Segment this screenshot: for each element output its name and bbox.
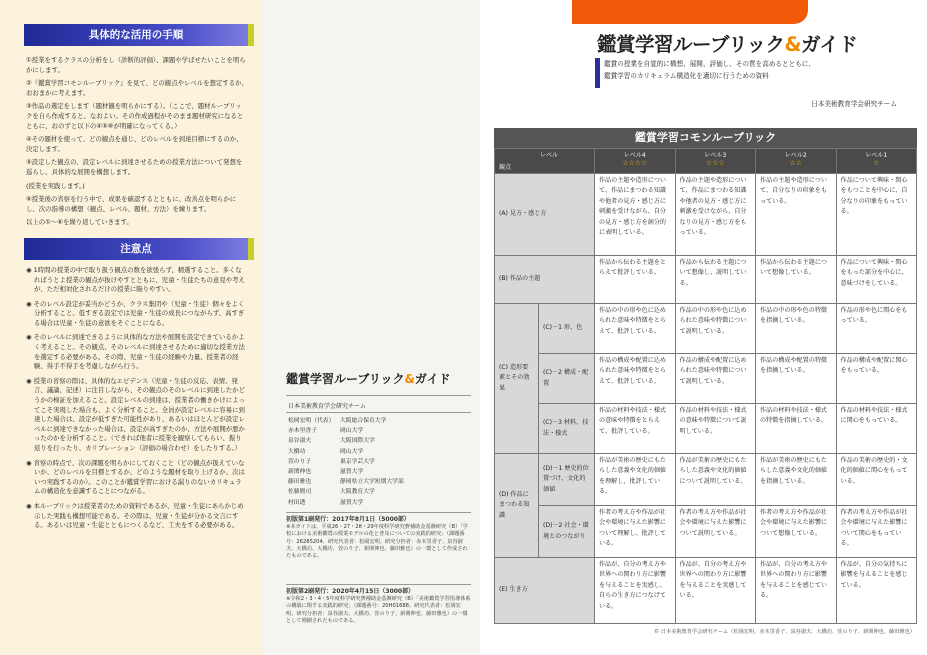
star-icon: ☆ bbox=[873, 159, 880, 167]
subtitle-line: 鑑賞の授業を自覚的に構想、展開、評価し、その質を高めるとともに、 bbox=[604, 60, 815, 68]
member-row bbox=[288, 447, 468, 457]
first-printing bbox=[286, 516, 471, 560]
step-item: ①授業をするクラスの分析をし（診断的評価）、課題や学ばせたいことを明らかにします。 bbox=[26, 56, 246, 74]
level-header bbox=[675, 149, 756, 174]
sub-viewpoint-label: (D)－2 社会・環境とのつながり bbox=[539, 506, 595, 558]
step-item: ②『鑑賞学習コモンルーブリック』を見て、どの観点やレベルを想定するか、おおまかに考えます。 bbox=[26, 79, 248, 97]
rubric-cell: 作者の考え方や作品が社会や環境に与えた影響について想像している。 bbox=[756, 506, 837, 558]
colophon-title-amp: & bbox=[404, 372, 415, 386]
member-row bbox=[288, 487, 468, 497]
orange-banner bbox=[572, 0, 808, 24]
star-icon: ☆☆ bbox=[789, 159, 803, 167]
rubric-cell: 作品の美術の歴史的・文化的価値に関心をもっている。 bbox=[836, 454, 917, 506]
member-affiliation: 岡山大学 bbox=[340, 428, 364, 435]
rubric-row bbox=[495, 174, 917, 256]
rubric-cell: 作品について興味・関心をもった部分を中心に、意味づけをしている。 bbox=[836, 256, 917, 304]
rubric-cell: 作品が、自分の気持ちに影響を与えることを感じている。 bbox=[836, 558, 917, 624]
rubric-cell: 作品の構成や配置に込められた意味や特徴について説明している。 bbox=[675, 354, 756, 404]
rubric-title: 鑑賞学習コモンルーブリック bbox=[494, 128, 917, 148]
rubric-cell: 作品が美術の歴史にもたらした意義や文化的価値を指摘している。 bbox=[756, 454, 837, 506]
procedure-header-label: 具体的な活用の手順 bbox=[88, 29, 184, 41]
colophon-title-text2: ガイド bbox=[414, 372, 451, 386]
step-item: 以上の①〜⑥を繰り返していきます。 bbox=[26, 218, 133, 227]
viewpoint-label: (D) 作品にまつわる知識 bbox=[495, 454, 539, 558]
note-item: ◉ そのレベル設定が妥当かどうか、クラス集団や（児童・生徒）個々をよく分析すること。低すぎる設定では児童・生徒の成長につながらず、高すぎる場合は児童・生徒の意欲をそぐことになる。 bbox=[26, 299, 245, 327]
second-printing-title: 初版第2刷発行：2020年4月15日（3000部） bbox=[286, 588, 415, 595]
rubric-cell: 作品が、自分の考え方や世界への関わり方に影響を与えることを感じている。 bbox=[756, 558, 837, 624]
divider bbox=[286, 512, 471, 513]
rubric-cell: 作品の中の形や色の特徴を指摘している。 bbox=[756, 304, 837, 354]
first-printing-note: ※本ガイドは、平成26・27・28・29年度科学研究費補助金基盤研究（B）「学校における美術鑑賞の授業モデルの化と普及についての実践的研究」（課題番号：26285204、研究代表者：松岡宏明、研究分担者：赤木里香子、泉谷淑夫、大橋功、大橋功、萱のり子、新関伸也、藤田雅也）の一環として作成されたものである。 bbox=[286, 524, 468, 560]
rubric-cell: 作品が、自分の考え方や世界への関わり方に影響を与えることを実感している。 bbox=[675, 558, 756, 624]
procedure-steps bbox=[26, 56, 248, 228]
viewpoint-label: (B) 作品の主題 bbox=[495, 256, 595, 304]
rubric-cell: 作品について興味・関心をもつことを中心に、自分なりの印象をもっている。 bbox=[836, 174, 917, 256]
notes-header-label: 注意点 bbox=[120, 242, 152, 255]
rubric-panel bbox=[480, 0, 927, 655]
member-name: 大橋功 bbox=[288, 448, 306, 455]
page-title-text: 鑑賞学習ルーブリック bbox=[597, 33, 785, 56]
note-item: ◉ 授業の省察の際は、具体的なエビデンス（児童・生徒の反応、表情、発言、議論、記述）に注目しながら、その観点のそのレベルに到達したかどうかの検証を加えること。設定レベルの到達は、授業者の働きかけによってこそ実現した場合も、よく分析すること。全員が設定レベルに容易に到達した場合は、設定が低すぎた可能性があり、あるいはほとんどが設定レベルに到達できなかった場合は、設定が高すぎたのか、方法や展開が悪かったのかを分析すること。（できれば他者に授業を観察してもらい、振り返りを行ったり、カリブレーション（評価の場合わせ）をしたりする。） bbox=[26, 376, 245, 452]
rubric-cell: 作品の主題や造形について、作品にまつわる知識や他者の見方・感じ方に刺激を受けながら、自分の見方・感じ方を創分的に表明している。 bbox=[595, 174, 676, 256]
level-label: レベル2 bbox=[784, 152, 807, 159]
member-row bbox=[288, 457, 468, 467]
page-title-text2: ガイド bbox=[800, 33, 858, 56]
step-item: (授業を実践します。) bbox=[26, 181, 85, 190]
rubric-row bbox=[495, 506, 917, 558]
rubric-cell: 作品の材料や技法・様式に関心をもっている。 bbox=[836, 404, 917, 454]
rubric-row bbox=[495, 558, 917, 624]
rubric-cell: 作品が美術の歴史にもたらした意義や文化的価値について説明している。 bbox=[675, 454, 756, 506]
rubric-cell: 作品の形や色に関心をもっている。 bbox=[836, 304, 917, 354]
rubric-cell: 作品の主題や造形について、作品にまつわる知識や他者の見方・感じ方に刺激を受けながら、自分なりの見方・感じ方をもっている。 bbox=[675, 174, 756, 256]
rubric-cell: 作品から伝わる主題について想像し、説明している。 bbox=[675, 256, 756, 304]
rubric-cell: 作品から伝わる主題について想像している。 bbox=[756, 256, 837, 304]
star-icon: ☆☆☆ bbox=[705, 159, 725, 167]
copyright-credit: © 日本美術教育学会研究チーム（松岡宏明、赤木里香子、泉谷淑夫、大橋功、萱のり子、新関伸也、藤田雅也） bbox=[653, 629, 915, 635]
rubric-cell: 作品の構成や配置に込められた意味や特徴をとらえて、批評している。 bbox=[595, 354, 676, 404]
member-name: 泉谷淑夫 bbox=[288, 438, 312, 445]
member-name: 赤木里香子 bbox=[288, 428, 317, 435]
team-credit: 日本美術教育学会研究チーム bbox=[811, 100, 897, 108]
rubric-cell: 作品の構成や配置に関心をもっている。 bbox=[836, 354, 917, 404]
rubric-row bbox=[495, 256, 917, 304]
header-tab-accent bbox=[248, 24, 254, 46]
member-row bbox=[288, 416, 468, 426]
subtitle bbox=[604, 58, 815, 82]
rubric-cell: 作者の考え方や作品が社会や環境に与えた影響について関心をもっている。 bbox=[836, 506, 917, 558]
member-affiliation: 東京学芸大学 bbox=[340, 458, 375, 465]
member-affiliation: 岡山大学 bbox=[340, 448, 364, 455]
rubric-cell: 作品の材料や技法・様式の意味や特徴について説明している。 bbox=[675, 404, 756, 454]
page-title-amp: & bbox=[784, 33, 801, 56]
member-affiliation: 滋賀大学 bbox=[340, 499, 364, 506]
level-label: レベル1 bbox=[865, 152, 888, 159]
left-panel bbox=[0, 0, 262, 655]
subtitle-line: 鑑賞学習のカリキュラム構造化を適切に行うための資料 bbox=[604, 72, 769, 80]
colophon-org: 日本美術教育学会研究チーム bbox=[288, 403, 367, 410]
rubric-cell: 作者の考え方や作品が社会や環境に与えた影響について説明している。 bbox=[675, 506, 756, 558]
first-printing-title: 初版第1刷発行：2017年8月1日（5000部） bbox=[286, 516, 410, 523]
rubric-header-row bbox=[495, 149, 917, 174]
member-row bbox=[288, 477, 468, 487]
viewpoint-label: (C) 造形要素とその効果 bbox=[495, 304, 539, 454]
note-item: ◉ 1時間の授業の中で取り扱う観点の数を欲張らず、精選すること。多くなればうとよ授業の観点が抜けやすとともに、児童・生徒たちの意見や考えが、ただ相対化されるだけの授業に陥りやすい。 bbox=[26, 265, 245, 294]
step-item: ④その題材を使って、どの観点を通じ、どのレベルを到達目標にするのか、決定します。 bbox=[26, 135, 243, 153]
note-item: ◉ 省察の時点で、次の課題を明らかにしておくこと（どの観点が扱えていないか、どのレベルを目標とするか、どのような題材を取り上げるか、次はいつ実践するのか）。このことが鑑賞学習における漏りのないカリキュラムの構造化を意識することにつながる。 bbox=[26, 458, 245, 496]
subtitle-accent-bar bbox=[595, 58, 600, 88]
member-row bbox=[288, 426, 468, 436]
rubric-cell: 作者の考え方や作品が社会や環境に与えた影響について理解し、批評している。 bbox=[595, 506, 676, 558]
rubric-row bbox=[495, 354, 917, 404]
sub-viewpoint-label: (D)－1 歴史的位置づけ、文化的価値 bbox=[539, 454, 595, 506]
colophon-title-text: 鑑賞学習ルーブリック bbox=[286, 372, 405, 386]
level-header bbox=[595, 149, 676, 174]
member-affiliation: 静岡県立大学短期大学部 bbox=[340, 479, 404, 486]
step-item: ③作品の選定をします（題材観を明らかにする）。（ここで、題材ルーブリックを自ら作成すると、なおよい。その作成過程がそのまま題材研究になるとともに、おのずと以下の④⑤⑥が明確になってくる。） bbox=[26, 102, 244, 130]
rubric-cell: 作品の構成や配置の特徴を指摘している。 bbox=[756, 354, 837, 404]
colophon-title bbox=[286, 370, 451, 387]
divider bbox=[286, 584, 471, 585]
sub-viewpoint-label: (C)－1 形、色 bbox=[539, 304, 595, 354]
corner-level-label: レベル bbox=[539, 152, 558, 159]
page-title bbox=[597, 29, 857, 57]
rubric-row bbox=[495, 404, 917, 454]
rubric-cell: 作品の中の形や色に込められた意味や特徴について説明している。 bbox=[675, 304, 756, 354]
rubric-cell: 作品が美術の歴史にもたらした意義や文化的価値を理解し、批評している。 bbox=[595, 454, 676, 506]
second-printing bbox=[286, 588, 471, 625]
rubric-cell: 作品の中の形や色に込められた意味や特徴をとらえて、批評している。 bbox=[595, 304, 676, 354]
sub-viewpoint-label: (C)－3 材料、技法・様式 bbox=[539, 404, 595, 454]
rubric-cell: 作品の主題や造形について、自分なりの印象をもっている。 bbox=[756, 174, 837, 256]
step-item: ⑥授業後の省察を行う中で、成果を確認するとともに、改善点を明らかにし、次の指導の構想（観点、レベル、題材、方法）を練ります。 bbox=[26, 195, 237, 213]
member-affiliation: 大阪総合保育大学 bbox=[340, 418, 387, 424]
procedure-header bbox=[24, 24, 248, 46]
member-affiliation: 大阪教育大学 bbox=[340, 489, 375, 496]
note-item: ◉ そのレベルに到達できるように具体的な方法や展開を設定できているかよく考えること。その観点、そのレベルに到達させるために適切な授業方法を選定する必要がある。その際、児童・生徒の経験や力量、授業者の経験、得手不得手を考慮しながら行う。 bbox=[26, 333, 245, 371]
member-name: 藤田雅也 bbox=[288, 479, 312, 486]
rubric-cell: 作品の材料や技法・様式の意味や特徴をとらえて、批評している。 bbox=[595, 404, 676, 454]
rubric-cell: 作品が、自分の考え方や世界への関わり方に影響を与えることを実感し、自らの生き方につなげている。 bbox=[595, 558, 676, 624]
divider bbox=[286, 395, 471, 396]
rubric-table bbox=[494, 148, 917, 624]
member-row bbox=[288, 498, 468, 508]
corner-viewpoint-label: 観点 bbox=[499, 164, 512, 171]
level-label: レベル3 bbox=[704, 152, 727, 159]
rubric-row bbox=[495, 304, 917, 354]
member-name: 松岡宏明（代表） bbox=[288, 418, 335, 424]
member-row bbox=[288, 467, 468, 477]
level-header bbox=[836, 149, 917, 174]
member-name: 萱のり子 bbox=[288, 458, 312, 465]
member-list bbox=[288, 416, 468, 508]
viewpoint-label: (A) 見方・感じ方 bbox=[495, 174, 595, 256]
notes-list bbox=[26, 266, 248, 531]
rubric-corner bbox=[495, 149, 595, 174]
member-affiliation: 大阪国際大学 bbox=[340, 438, 375, 445]
notes-header bbox=[24, 238, 248, 260]
member-name: 新関伸也 bbox=[288, 469, 312, 476]
member-affiliation: 滋賀大学 bbox=[340, 469, 364, 476]
header-tab-accent bbox=[248, 238, 254, 260]
colophon-panel bbox=[262, 0, 480, 655]
viewpoint-label: (E) 生き方 bbox=[495, 558, 595, 624]
divider bbox=[286, 412, 471, 413]
note-item: ◉ 本ルーブリックは授業者のための資料であるが、児童・生徒にあらかじめ示した実践も構想可能である。その際は、児童・生徒が分かる文言にする。あるいは児童・生徒とともにつくるなど、工夫をする必要がある。 bbox=[26, 501, 244, 530]
step-item: ⑤設定した観点の、設定レベルに到達させるための授業方法について発想を巡らし、具体的な展開を構想します。 bbox=[26, 158, 243, 176]
level-label: レベル4 bbox=[623, 152, 646, 159]
rubric-cell: 作品の材料や技法・様式の特徴を指摘している。 bbox=[756, 404, 837, 454]
second-printing-note: ※令和2・3・4・5年度科学研究費補助金基盤研究（B）「美術鑑賞学習指導体系の構築に関する実践的研究」（課題番号：20H01688、研究代表者：松岡宏明、研究分担者：泉谷淑夫、大橋功、萱のり子、新関伸也、藤田雅也）の一環として増刷されたものである。 bbox=[286, 596, 471, 624]
member-row bbox=[288, 436, 468, 446]
rubric-row bbox=[495, 454, 917, 506]
star-icon: ☆☆☆☆ bbox=[622, 159, 648, 167]
member-name: 村田透 bbox=[288, 499, 306, 506]
rubric-cell: 作品から伝わる主題をとらえて批評している。 bbox=[595, 256, 676, 304]
member-name: 佐藤賢司 bbox=[288, 489, 312, 496]
sub-viewpoint-label: (C)－2 構成・配置 bbox=[539, 354, 595, 404]
level-header bbox=[756, 149, 837, 174]
